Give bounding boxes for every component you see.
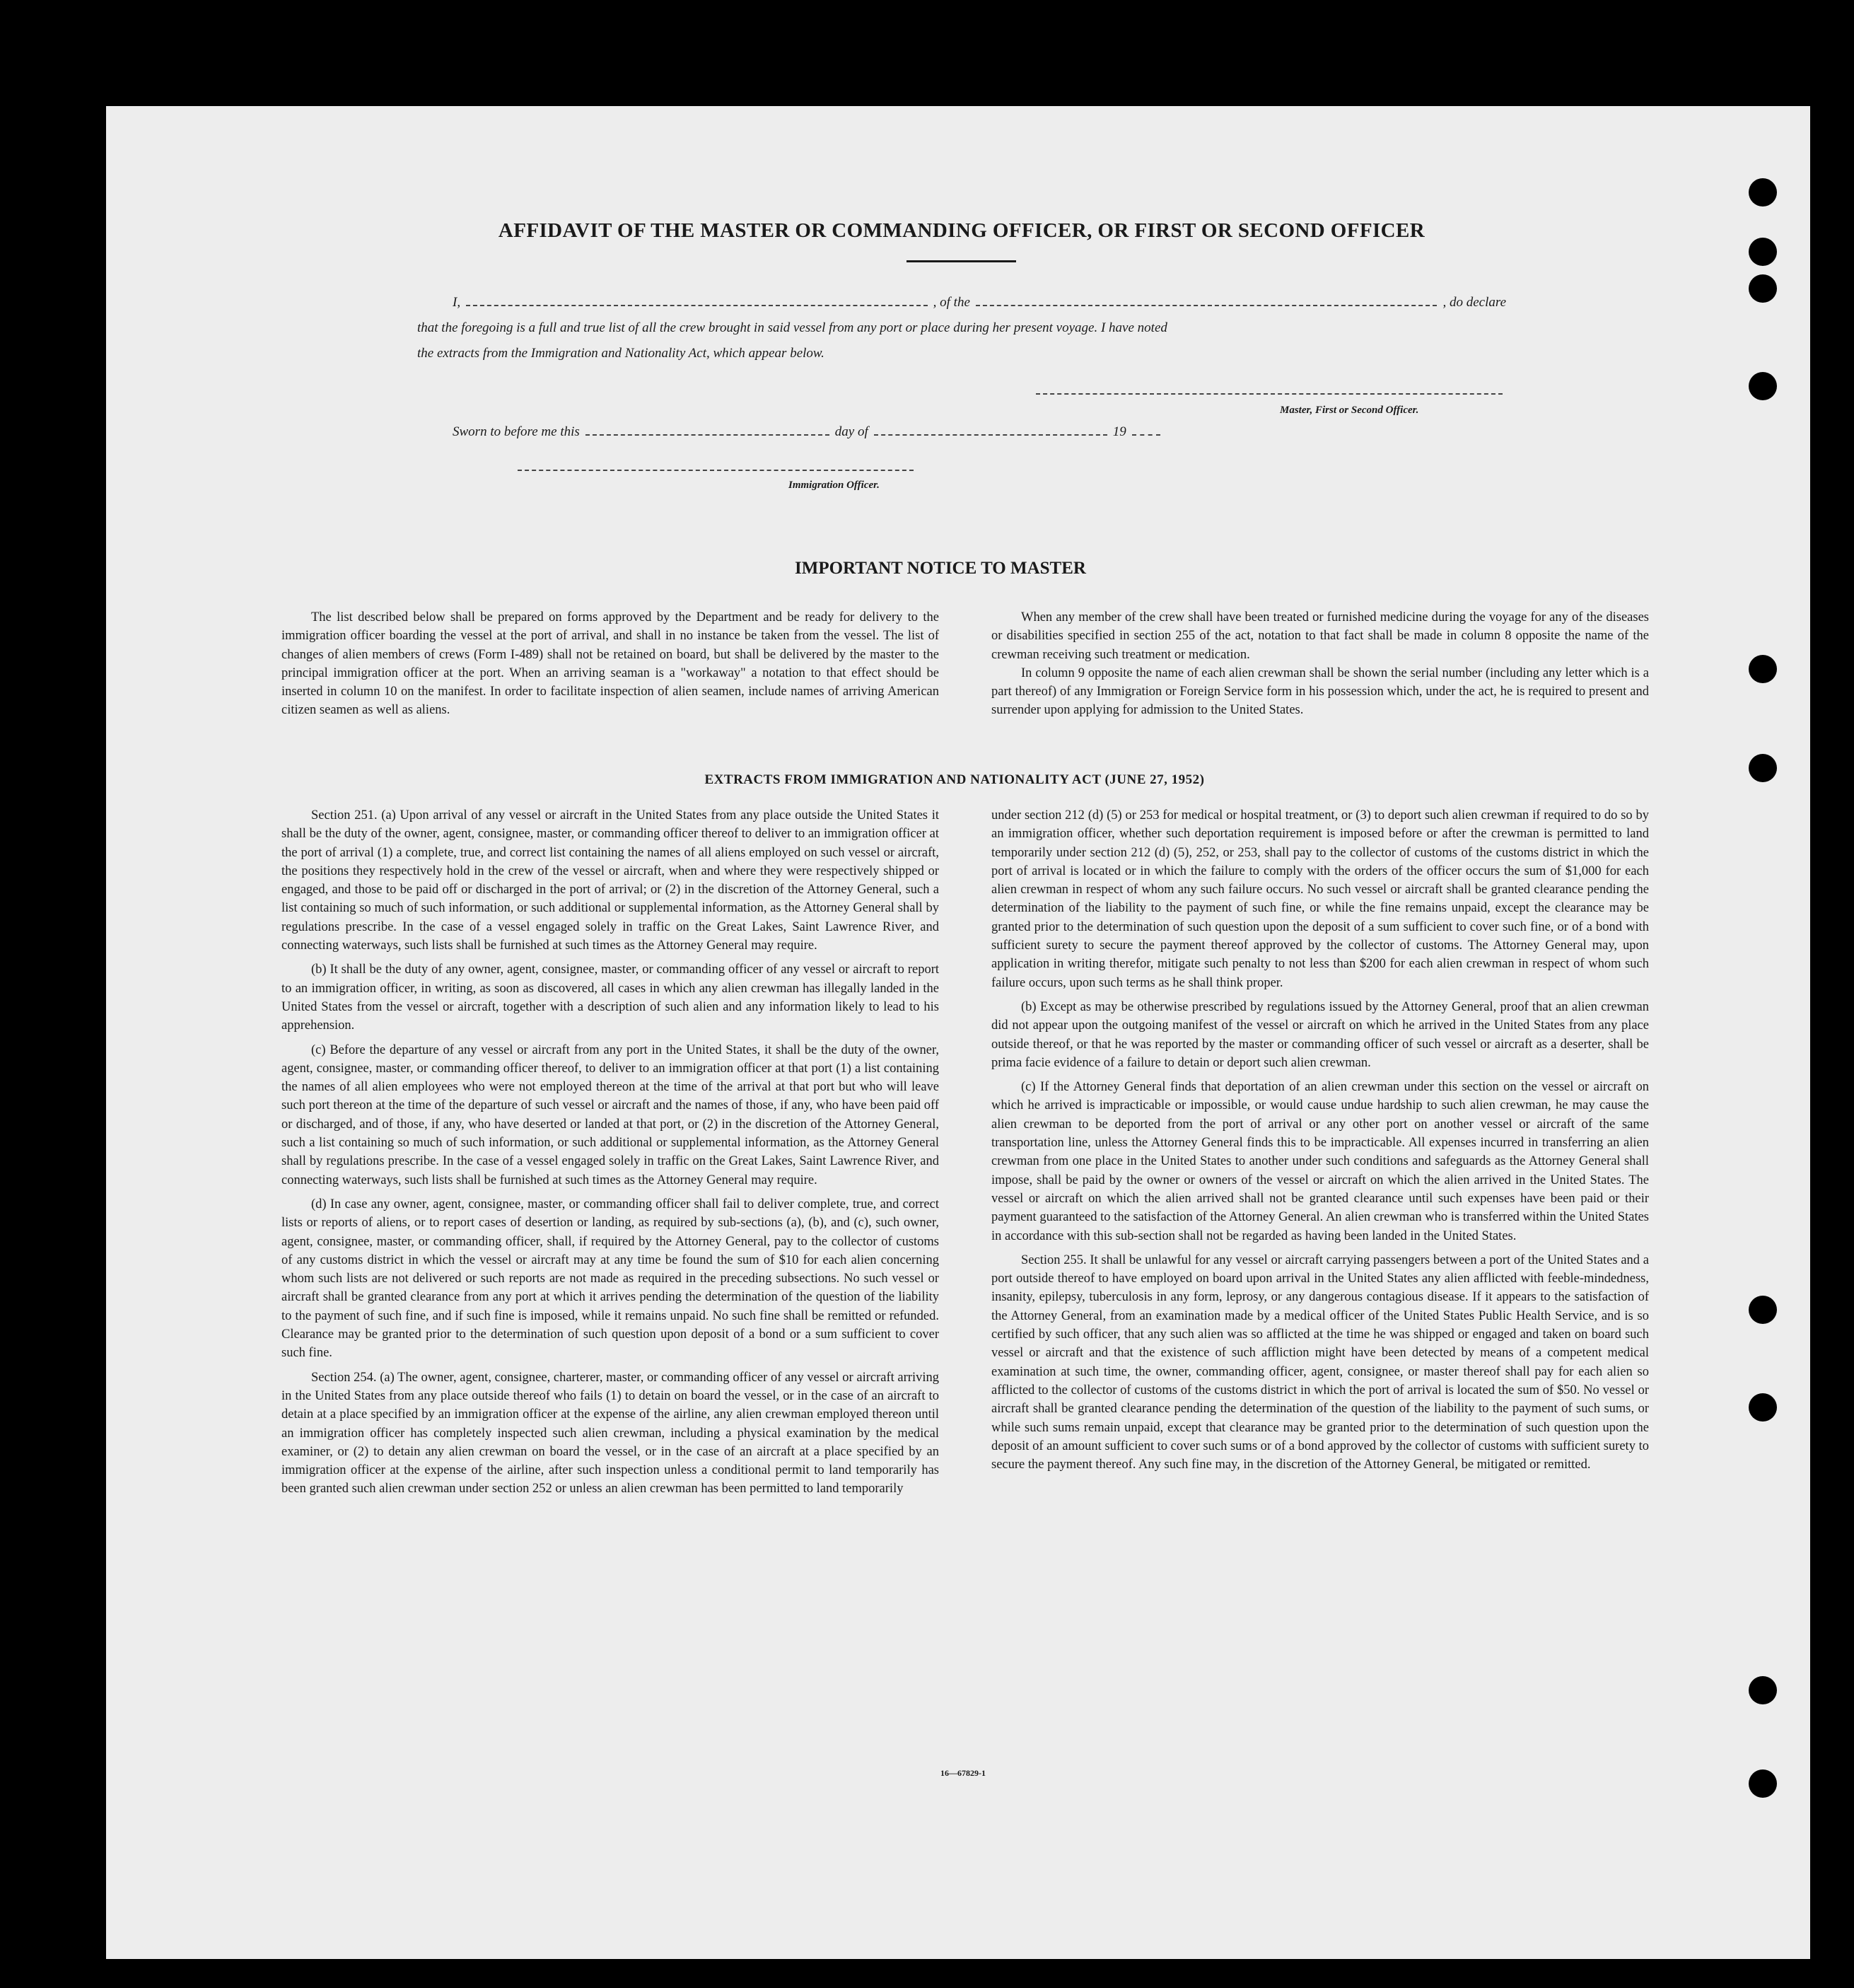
- sworn-text: Sworn to before me this: [453, 424, 580, 439]
- punch-hole: [1749, 1676, 1777, 1704]
- extracts-left-column: [281, 806, 939, 1504]
- punch-hole: [1749, 372, 1777, 400]
- officer-signature-label: Immigration Officer.: [788, 479, 880, 491]
- sworn-year-blank[interactable]: [1132, 424, 1160, 436]
- extracts-heading: EXTRACTS FROM IMMIGRATION AND NATIONALITY ACT (JUNE 27, 1952): [704, 772, 1205, 787]
- extract-paragraph: Section 255. It shall be unlawful for any vessel or aircraft carrying passengers between a port of the United States and a port outside thereof to have employed on board upon arrival in the United States any alien afflicted with feeble-mindedness, insanity, epilepsy, tuberculosis in any form, leprosy, or any dangerous contagious disease. If it appears to the satisfaction of the Attorney General, from an examination made by a medical officer of the United States Public Health Service, and is so certified by such officer, that any such alien was so afflicted at the time he was shipped or engaged and taken on board such vessel or aircraft and that the existence of such affliction might have been detected by means of a competent medical examination at such time, the owner, commanding officer, agent, consignee, or master thereof shall pay for each alien so afflicted to the collector of customs of the customs district in which the port of arrival is located the sum of $50. No vessel or aircraft shall be granted clearance pending the determination of the question of the liability to the payment of such sums, or while such sums remain unpaid, except that clearance may be granted prior to the determination of such question upon the deposit of an amount sufficient to cover such sums or of a bond approved by the collector of customs with sufficient surety to secure the payment thereof. Any such fine may, in the discretion of the Attorney General, be mitigated or remitted.: [991, 1252, 1649, 1472]
- punch-hole: [1749, 274, 1777, 303]
- punch-hole: [1749, 238, 1777, 266]
- extract-paragraph: (b) Except as may be otherwise prescribed by regulations issued by the Attorney General, proof that an alien crewman did not appear upon the outgoing manifest of the vessel or aircraft on which he arrived in the United States from any place outside thereof, or that he was reported by the master or commanding officer of such vessel or aircraft as a deserter, shall be prima facie evidence of a failure to detain or deport such alien crewman.: [991, 999, 1649, 1070]
- punch-hole: [1749, 178, 1777, 207]
- name-blank[interactable]: [466, 295, 928, 306]
- form-code: 16—67829-1: [940, 1768, 986, 1778]
- year-prefix: 19: [1112, 424, 1126, 439]
- sworn-line: [453, 424, 1230, 440]
- sworn-date-blank[interactable]: [585, 424, 829, 436]
- extract-paragraph: (c) Before the departure of any vessel or aircraft from any port in the United States, it shall be the duty of the owner, agent, consignee, master, or commanding officer thereof, to deliver to an immigration officer at that port (1) a list containing the names of all alien employees who were not employed thereon at the time of the arrival at that port but who will leave such port thereon at the time of the departure of such vessel or aircraft and the names of those, if any, who have been paid off or discharged, and of those, if any, who have deserted or landed at that port, or (2) in the discretion of the Attorney General, such a list containing so much of such information, or such additional or supplemental information, as the Attorney General shall by regulations prescribe. In the case of a vessel engaged solely in traffic on the Great Lakes, Saint Lawrence River, and connecting waterways, such lists shall be furnished at such times as the Attorney General may require.: [281, 1042, 939, 1187]
- punch-hole: [1749, 754, 1777, 782]
- punch-hole: [1749, 1769, 1777, 1798]
- title-rule: [906, 260, 1016, 262]
- notice-right-column: [991, 608, 1649, 726]
- punch-hole: [1749, 1296, 1777, 1324]
- notice-left-column: [281, 608, 939, 726]
- master-signature-label: Master, First or Second Officer.: [1280, 405, 1419, 416]
- declaration-i: I,: [453, 295, 461, 310]
- extract-paragraph: Section 254. (a) The owner, agent, consignee, charterer, master, or commanding officer of any vessel or aircraft arriving in the United States from any place outside thereof who fails (1) to detain on board the vessel, or in the case of an aircraft to detain at a place specified by an immigration officer at the expense of the airline, any alien crewman employed thereon until an immigration officer has completely inspected such alien crewman, including a physical examination by the medical examiner, or (2) to detain any alien crewman on board the vessel, or in the case of an aircraft at a place specified by an immigration officer at the expense of the airline, after such inspection unless a conditional permit to land temporarily has been granted such alien crewman under section 252 or unless an alien crewman has been permitted to land temporarily: [281, 1370, 939, 1496]
- extract-paragraph: Section 251. (a) Upon arrival of any vessel or aircraft in the United States from any place outside the United States it shall be the duty of the owner, agent, consignee, master, or commanding officer thereof to deliver to an immigration officer at the port of arrival (1) a complete, true, and correct list containing the names of all aliens employed on such vessel or aircraft, the positions they respectively hold in the crew of the vessel or aircraft, when and where they were respectively shipped or engaged, and those to be paid off or discharged in the port of arrival; or (2) in the discretion of the Attorney General, such a list containing so much of such information, or such additional or supplemental information, as the Attorney General shall by regulations prescribe. In the case of a vessel engaged solely in traffic on the Great Lakes, Saint Lawrence River, and connecting waterways, such lists shall be furnished at such times as the Attorney General may require.: [281, 808, 939, 953]
- punch-hole: [1749, 1393, 1777, 1422]
- declaration-do-declare: , do declare: [1442, 295, 1507, 310]
- sworn-month-blank[interactable]: [874, 424, 1107, 436]
- extract-paragraph: (d) In case any owner, agent, consignee, master, or commanding officer shall fail to deliver complete, true, and correct lists or reports of aliens, or to report cases of desertion or landing, as required by sub-sections (a), (b), and (c), such owner, agent, consignee, master, or commanding officer, shall, if required by the Attorney General, pay to the collector of customs of any customs district in which the vessel or aircraft may at any time be found the sum of $10 for each alien concerning whom such lists are not delivered or such reports are not made as required in the preceding subsections. No such vessel or aircraft shall be granted clearance from any port at which it arrives pending the determination of the question of the liability to the payment of such fine, and if such fine is imposed, while it remains unpaid. No such fine shall be remitted or refunded. Clearance may be granted prior to the determination of such question upon deposit of a bond or a sum sufficient to cover such fine.: [281, 1197, 939, 1361]
- extracts-right-column: [991, 806, 1649, 1480]
- notice-right-paragraph-1: When any member of the crew shall have been treated or furnished medicine during the voyage for any of the diseases or disabilities specified in section 255 of the act, notation to that fact shall be made in column 8 opposite the name of the crewman receiving such treatment or medication.: [991, 610, 1649, 662]
- day-of-text: day of: [834, 424, 868, 439]
- notice-heading: IMPORTANT NOTICE TO MASTER: [795, 559, 1086, 578]
- extract-paragraph: under section 212 (d) (5) or 253 for medical or hospital treatment, or (3) to deport such alien crewman if required to do so by an immigration officer, whether such deportation requirement is imposed before or after the crewman is permitted to land temporarily under section 212 (d) (5), 252, or 253, shall pay to the collector of customs of the customs district in which the port of arrival is located or in which the failure to comply with the orders of the officer occurs the sum of $1,000 for each alien crewman in respect of whom any such failure occurs. No such vessel or aircraft shall be granted clearance pending the determination of the liability to the payment of such fine, or while the fine remains unpaid, except the clearance may be granted prior to the determination of such question upon the deposit of a sum sufficient to cover such fine, or of a bond with sufficient surety to secure the payment thereof approved by the collector of customs. The Attorney General may, upon application in writing therefor, mitigate such penalty to not less than $200 for each alien crewman in respect of whom such failure occurs, upon such terms as he shall think proper.: [991, 808, 1649, 990]
- affidavit-title: AFFIDAVIT OF THE MASTER OR COMMANDING OFFICER, OR FIRST OR SECOND OFFICER: [498, 219, 1426, 242]
- officer-signature-line[interactable]: [518, 470, 914, 471]
- punch-hole: [1749, 655, 1777, 683]
- declaration: [417, 290, 1506, 366]
- master-signature-line[interactable]: [1036, 393, 1503, 395]
- declaration-line-2: that the foregoing is a full and true list of all the crew brought in said vessel from any port or place during her present voyage. I have noted: [417, 320, 1167, 335]
- declaration-line-3: the extracts from the Immigration and Nationality Act, which appear below.: [417, 346, 824, 361]
- vessel-blank[interactable]: [976, 295, 1438, 306]
- extract-paragraph: (c) If the Attorney General finds that deportation of an alien crewman under this section on the vessel or aircraft on which he arrived is impracticable or impossible, or would cause undue hardship to such alien crewman, he may cause the alien crewman to be deported from the port of arrival or any other port on another vessel or aircraft of the same transportation line, unless the Attorney General finds this to be impracticable. All expenses incurred in transferring an alien crewman from one place in the United States to another under such conditions and safeguards as the Attorney General shall impose, shall be paid by the owner or owners of the vessel or aircraft on which the alien arrived in the United States. The vessel or aircraft on which the alien arrived shall not be granted clearance until such expenses have been paid or their payment guaranteed to the satisfaction of the Attorney General. An alien crewman who is transferred within the United States in accordance with this sub-section shall not be regarded as having been landed in the United States.: [991, 1080, 1649, 1243]
- declaration-of-the: , of the: [933, 295, 970, 310]
- notice-right-paragraph-2: In column 9 opposite the name of each alien crewman shall be shown the serial number (including any letter which is a part thereof) of any Immigration or Foreign Service form in his possession which, under the act, he is required to present and surrender upon applying for admission to the United States.: [991, 665, 1649, 718]
- extract-paragraph: (b) It shall be the duty of any owner, agent, consignee, master, or commanding officer of any vessel or aircraft to report to an immigration officer, in writing, as soon as discovered, all cases in which any alien crewman has illegally landed in the United States from the vessel or aircraft, together with a description of such alien and any information likely to lead to his apprehension.: [281, 963, 939, 1033]
- notice-left-paragraph: The list described below shall be prepared on forms approved by the Department and be ready for delivery to the immigration officer boarding the vessel at the port of arrival, and shall in no instance be taken from the vessel. The list of changes of alien members of crews (Form I-489) shall not be retained on board, but shall be delivered by the master to the principal immigration officer at the port. When an arriving seaman is a "workaway" a notation to that effect should be inserted in column 10 on the manifest. In order to facilitate inspection of alien seamen, include names of arriving American citizen seamen as well as aliens.: [281, 610, 939, 718]
